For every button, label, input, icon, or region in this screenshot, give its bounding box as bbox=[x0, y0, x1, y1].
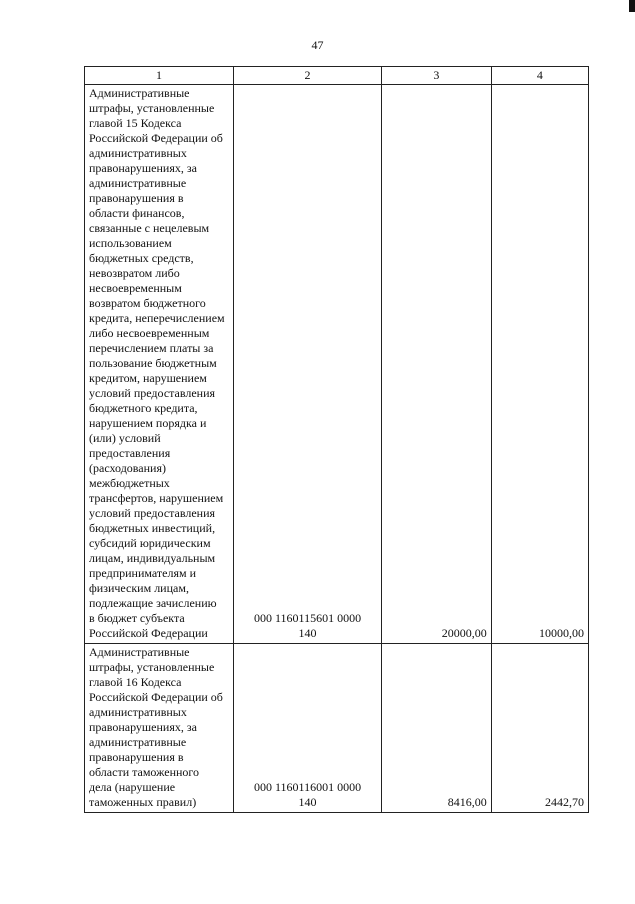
row-budget-code: 000 1160115601 0000 140 bbox=[253, 611, 362, 640]
budget-revenue-table bbox=[84, 66, 589, 813]
row-value-col3: 8416,00 bbox=[382, 644, 492, 813]
header-col-2: 2 bbox=[234, 67, 382, 85]
scan-corner-mark bbox=[629, 0, 635, 12]
table-row bbox=[85, 85, 589, 644]
row-description-cell bbox=[85, 644, 234, 813]
table-header-row bbox=[85, 67, 589, 85]
row-value-col4: 2442,70 bbox=[491, 644, 588, 813]
table-row bbox=[85, 644, 589, 813]
header-col-1: 1 bbox=[85, 67, 234, 85]
row-code-cell bbox=[234, 644, 382, 813]
row-description: Административные штрафы, установленные главой 15 Кодекса Российской Федерации об административных правонарушениях, за административные правонарушения в области финансов, связанные с нецелевым использованием бюджетных средств, невозвратом либо несвоевременным возвратом бюджетного кредита, неперечислением либо несвоевременным перечислением платы за пользование бюджетным кредитом, нарушением условий предоставления бюджетного кредита, нарушением порядка и (или) условий предоставления (расходования) межбюджетных трансфертов, нарушением условий предоставления бюджетных инвестиций, субсидий юридическим лицам, индивидуальным предпринимателям и физическим лицам, подлежащие зачислению в бюджет субъекта Российской Федерации bbox=[89, 86, 225, 640]
row-budget-code: 000 1160116001 0000 140 bbox=[253, 780, 362, 809]
row-description-cell bbox=[85, 85, 234, 644]
header-col-4: 4 bbox=[491, 67, 588, 85]
page-number: 47 bbox=[311, 38, 324, 52]
row-value-col3: 20000,00 bbox=[382, 85, 492, 644]
header-col-3: 3 bbox=[382, 67, 492, 85]
row-code-cell bbox=[234, 85, 382, 644]
row-description: Административные штрафы, установленные главой 16 Кодекса Российской Федерации об административных правонарушениях, за административные правонарушения в области таможенного дела (нарушение таможенных правил) bbox=[89, 645, 223, 809]
row-value-col4: 10000,00 bbox=[491, 85, 588, 644]
